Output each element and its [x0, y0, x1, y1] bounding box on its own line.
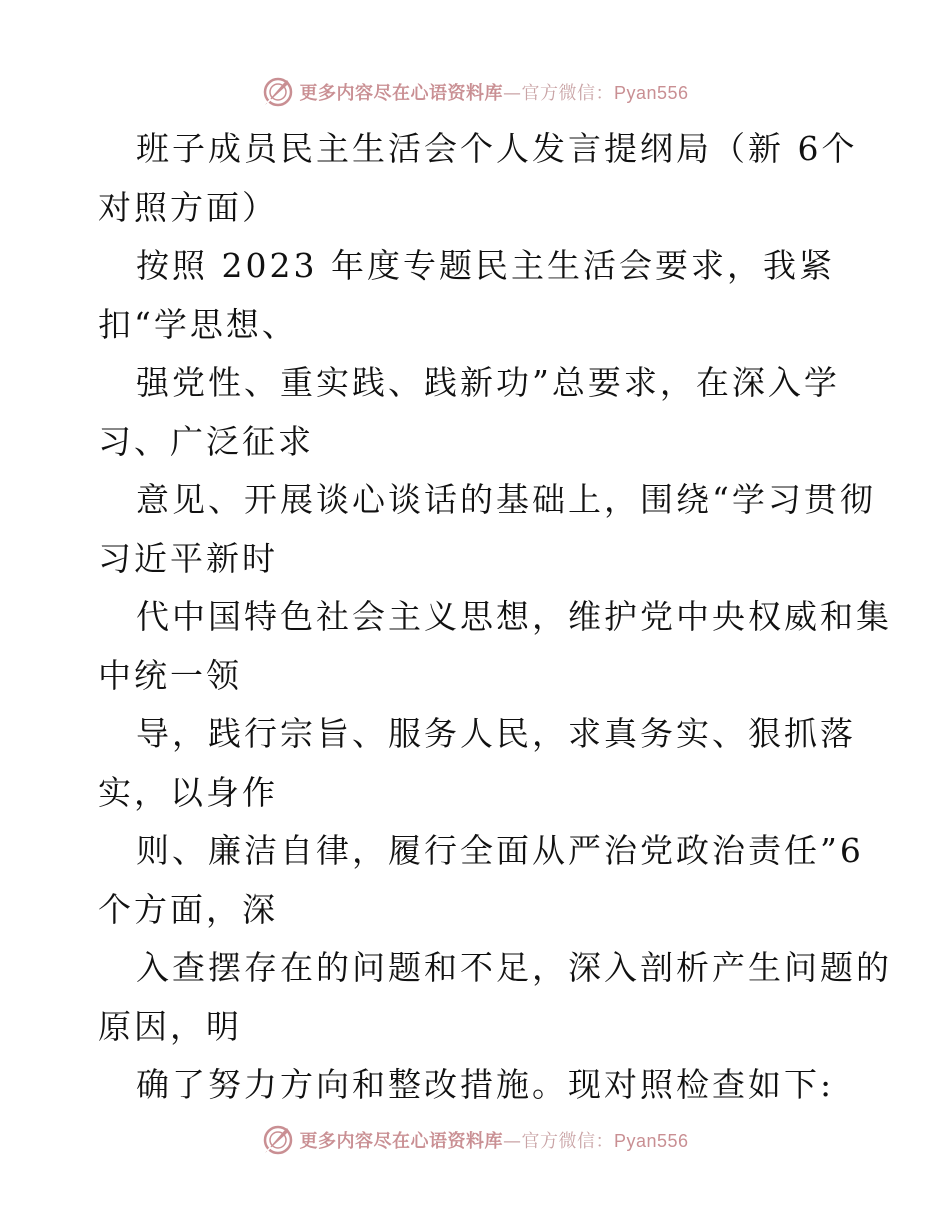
watermark-text — [299, 1127, 688, 1153]
paragraph-line: 导，践行宗旨、服务人民，求真务实、狠抓落 — [136, 714, 856, 753]
paragraph-line: 代中国特色社会主义思想，维护党中央权威和集 — [136, 597, 892, 636]
paragraph-line: 确了努力方向和整改措施。现对照检查如下: — [136, 1065, 835, 1104]
paragraph-line: 意见、开展谈心谈话的基础上，围绕“学习贯彻 — [136, 480, 876, 519]
watermark-account: Pyan556 — [613, 83, 689, 103]
paragraph-line: 扣“学思想、 — [98, 304, 298, 344]
watermark-brand: 更多内容尽在心语资料库 — [299, 1131, 503, 1152]
paragraph-line: 则、廉洁自律，履行全面从严治党政治责任”6 — [136, 831, 864, 870]
paragraph-line: 实，以身作 — [98, 772, 278, 812]
paragraph-line: 强党性、重实践、践新功”总要求，在深入学 — [136, 363, 840, 402]
footer-watermark — [0, 1120, 950, 1160]
header-watermark — [0, 72, 950, 112]
watermark-separator: —官方微信： — [502, 83, 614, 104]
watermark-brand: 更多内容尽在心语资料库 — [299, 83, 503, 104]
document-title-line-1: 班子成员民主生活会个人发言提纲局（新 6个 — [136, 129, 858, 168]
document-title-line-2: 对照方面） — [98, 187, 278, 227]
paragraph-line: 入查摆存在的问题和不足，深入剖析产生问题的 — [136, 948, 892, 987]
paragraph-line: 原因，明 — [98, 1006, 242, 1046]
paragraph-line: 习近平新时 — [98, 538, 278, 578]
paragraph-line: 中统一领 — [98, 655, 242, 695]
quill-seal-icon — [261, 75, 295, 109]
paragraph-line: 个方面，深 — [98, 889, 278, 929]
watermark-account: Pyan556 — [613, 1131, 689, 1151]
paragraph-line: 按照 2023 年度专题民主生活会要求，我紧 — [136, 246, 835, 285]
watermark-separator: —官方微信： — [502, 1131, 614, 1152]
document-body — [98, 120, 892, 1115]
quill-seal-icon — [261, 1123, 295, 1157]
watermark-text — [299, 79, 688, 105]
paragraph-line: 习、广泛征求 — [98, 421, 314, 461]
